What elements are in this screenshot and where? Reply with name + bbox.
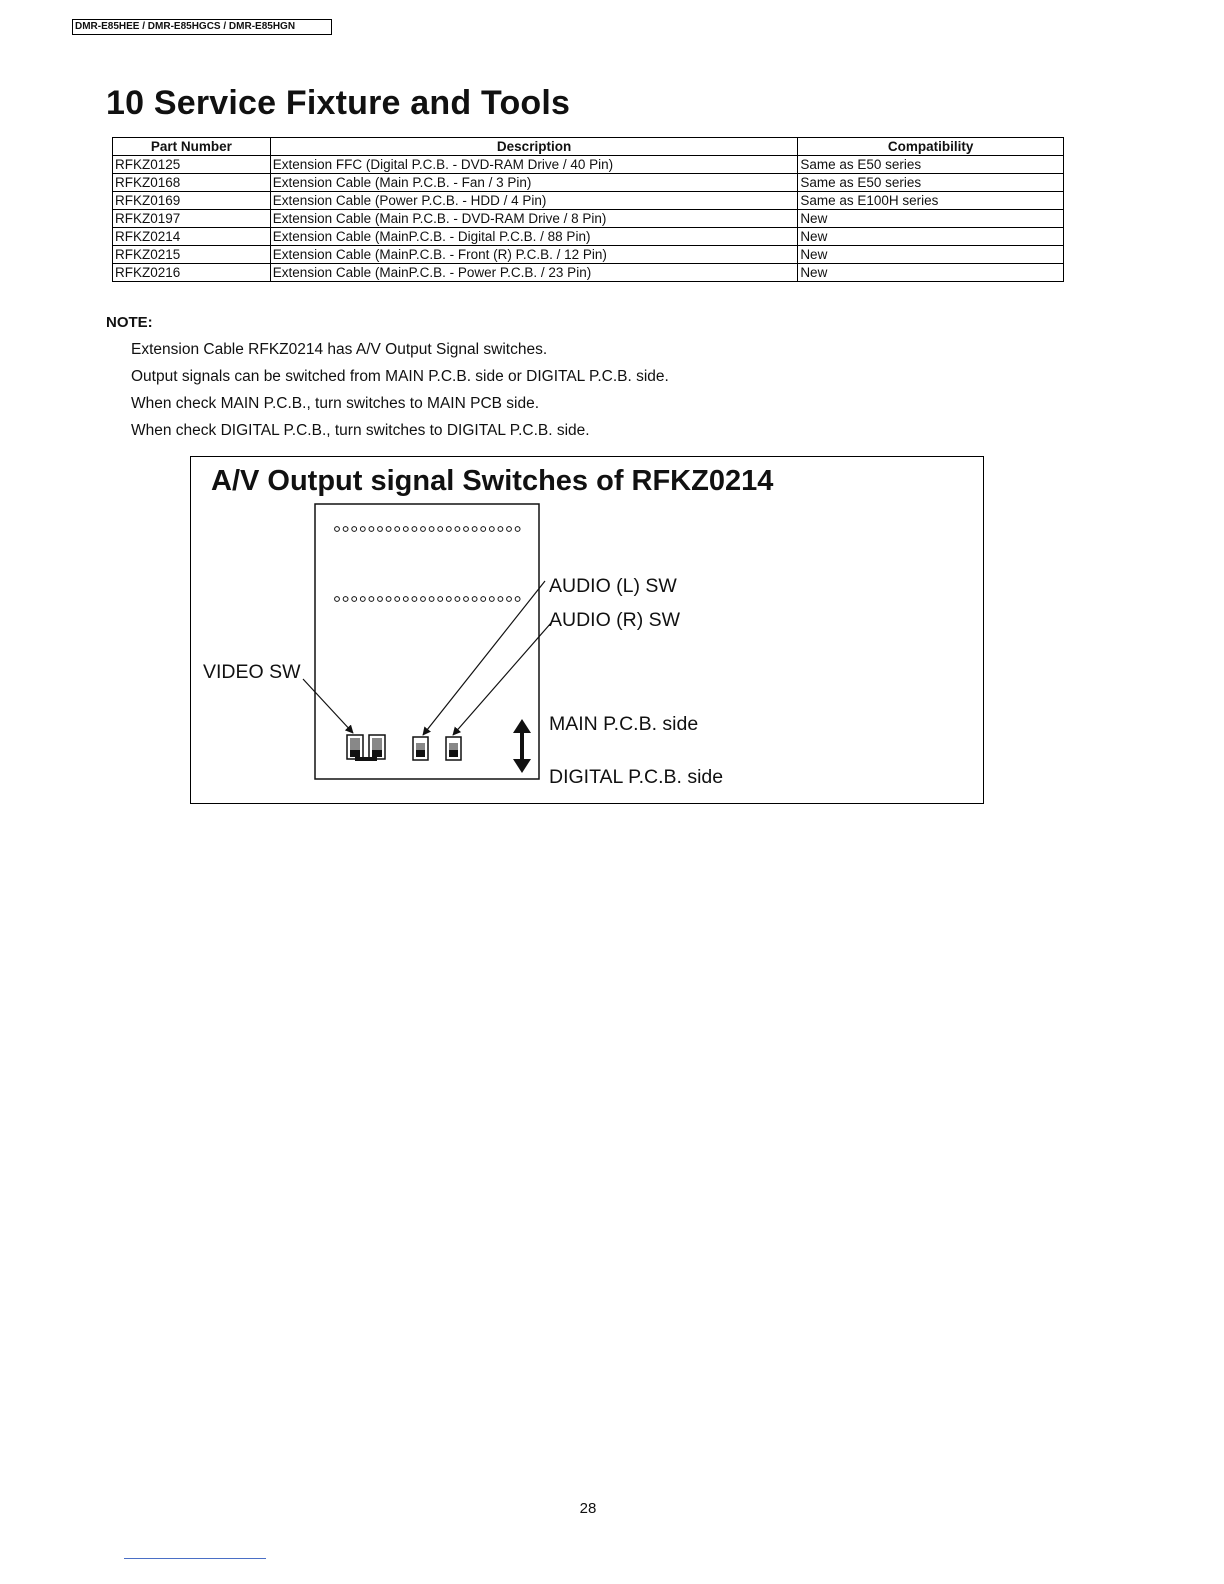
connector-pin: [481, 597, 486, 602]
connector-pin: [352, 527, 357, 532]
connector-pin: [489, 527, 494, 532]
column-header-compatibility: Compatibility: [798, 138, 1064, 156]
connector-pin: [498, 527, 503, 532]
audio-l-switch: [413, 737, 428, 760]
table-row: [113, 246, 1064, 264]
connector-pin: [352, 597, 357, 602]
video-switch-pointer: [303, 679, 353, 733]
connector-pin: [498, 597, 503, 602]
connector-pin: [507, 597, 512, 602]
column-header-part-number: Part Number: [113, 138, 271, 156]
description-cell: Extension Cable (MainP.C.B. - Front (R) P.C.B. / 12 Pin): [270, 246, 798, 264]
audio-l-pointer: [423, 581, 545, 735]
part-number-cell: RFKZ0215: [113, 246, 271, 264]
part-number-cell: RFKZ0168: [113, 174, 271, 192]
connector-pin: [464, 597, 469, 602]
audio-r-switch-label: AUDIO (R) SW: [549, 609, 681, 631]
connector-pin: [489, 597, 494, 602]
connector-pin: [395, 597, 400, 602]
compatibility-cell: New: [798, 228, 1064, 246]
note-line-1: Extension Cable RFKZ0214 has A/V Output Signal switches.: [131, 341, 548, 358]
connector-pin: [395, 527, 400, 532]
main-pcb-side-label: MAIN P.C.B. side: [549, 713, 699, 735]
connector-pin: [472, 527, 477, 532]
part-number-cell: RFKZ0197: [113, 210, 271, 228]
page-number: 28: [579, 1500, 597, 1517]
compatibility-cell: New: [798, 264, 1064, 282]
model-tag: DMR-E85HEE / DMR-E85HGCS / DMR-E85HGN: [72, 19, 332, 35]
connector-pin: [515, 597, 520, 602]
compatibility-cell: Same as E50 series: [798, 156, 1064, 174]
audio-l-switch-label: AUDIO (L) SW: [549, 575, 677, 597]
connector-pins-top: [335, 527, 520, 532]
connector-pin: [378, 527, 383, 532]
description-cell: Extension Cable (Main P.C.B. - DVD-RAM Drive / 8 Pin): [270, 210, 798, 228]
table-header-row: [113, 138, 1064, 156]
connector-pin: [429, 597, 434, 602]
note-line-2: Output signals can be switched from MAIN P.C.B. side or DIGITAL P.C.B. side.: [131, 368, 669, 385]
part-number-cell: RFKZ0216: [113, 264, 271, 282]
footer-rule: [124, 1558, 266, 1559]
connector-pin: [403, 527, 408, 532]
video-switch-label: VIDEO SW: [203, 661, 301, 683]
direction-arrow-icon: [513, 719, 531, 773]
video-switch: [347, 735, 385, 761]
column-header-description: Description: [270, 138, 798, 156]
description-cell: Extension Cable (MainP.C.B. - Digital P.C.B. / 88 Pin): [270, 228, 798, 246]
connector-pin: [438, 597, 443, 602]
description-cell: Extension Cable (Power P.C.B. - HDD / 4 Pin): [270, 192, 798, 210]
connector-pin: [343, 597, 348, 602]
section-title: 10 Service Fixture and Tools: [106, 84, 571, 122]
connector-pin: [378, 597, 383, 602]
connector-pin: [421, 527, 426, 532]
connector-pins-middle: [335, 597, 520, 602]
part-number-cell: RFKZ0169: [113, 192, 271, 210]
connector-pin: [369, 597, 374, 602]
table-row: [113, 264, 1064, 282]
connector-pin: [481, 527, 486, 532]
connector-pin: [455, 597, 460, 602]
connector-pin: [386, 597, 391, 602]
table-row: [113, 156, 1064, 174]
connector-pin: [507, 527, 512, 532]
table-row: [113, 192, 1064, 210]
connector-pin: [464, 527, 469, 532]
table-row: [113, 210, 1064, 228]
connector-pin: [403, 597, 408, 602]
connector-pin: [335, 527, 340, 532]
connector-pin: [472, 597, 477, 602]
connector-pin: [455, 527, 460, 532]
compatibility-cell: New: [798, 246, 1064, 264]
connector-pin: [412, 527, 417, 532]
note-label: NOTE:: [106, 314, 153, 331]
audio-r-switch: [446, 737, 461, 760]
service-tools-table: [112, 137, 1064, 282]
connector-pin: [335, 597, 340, 602]
connector-pin: [412, 597, 417, 602]
description-cell: Extension FFC (Digital P.C.B. - DVD-RAM Drive / 40 Pin): [270, 156, 798, 174]
connector-pin: [421, 597, 426, 602]
part-number-cell: RFKZ0214: [113, 228, 271, 246]
switch-diagram: [190, 456, 984, 804]
table-row: [113, 228, 1064, 246]
compatibility-cell: Same as E100H series: [798, 192, 1064, 210]
connector-pin: [386, 527, 391, 532]
compatibility-cell: Same as E50 series: [798, 174, 1064, 192]
connector-pin: [446, 527, 451, 532]
table-row: [113, 174, 1064, 192]
note-line-4: When check DIGITAL P.C.B., turn switches to DIGITAL P.C.B. side.: [131, 422, 590, 439]
digital-pcb-side-label: DIGITAL P.C.B. side: [549, 766, 724, 788]
diagram-title: A/V Output signal Switches of RFKZ0214: [211, 465, 774, 497]
connector-pin: [515, 527, 520, 532]
note-line-3: When check MAIN P.C.B., turn switches to MAIN PCB side.: [131, 395, 540, 412]
connector-pin: [429, 527, 434, 532]
compatibility-cell: New: [798, 210, 1064, 228]
connector-pin: [369, 527, 374, 532]
connector-pin: [360, 597, 365, 602]
connector-pin: [438, 527, 443, 532]
description-cell: Extension Cable (MainP.C.B. - Power P.C.B. / 23 Pin): [270, 264, 798, 282]
connector-pin: [343, 527, 348, 532]
part-number-cell: RFKZ0125: [113, 156, 271, 174]
connector-pin: [446, 597, 451, 602]
description-cell: Extension Cable (Main P.C.B. - Fan / 3 Pin): [270, 174, 798, 192]
connector-pin: [360, 527, 365, 532]
